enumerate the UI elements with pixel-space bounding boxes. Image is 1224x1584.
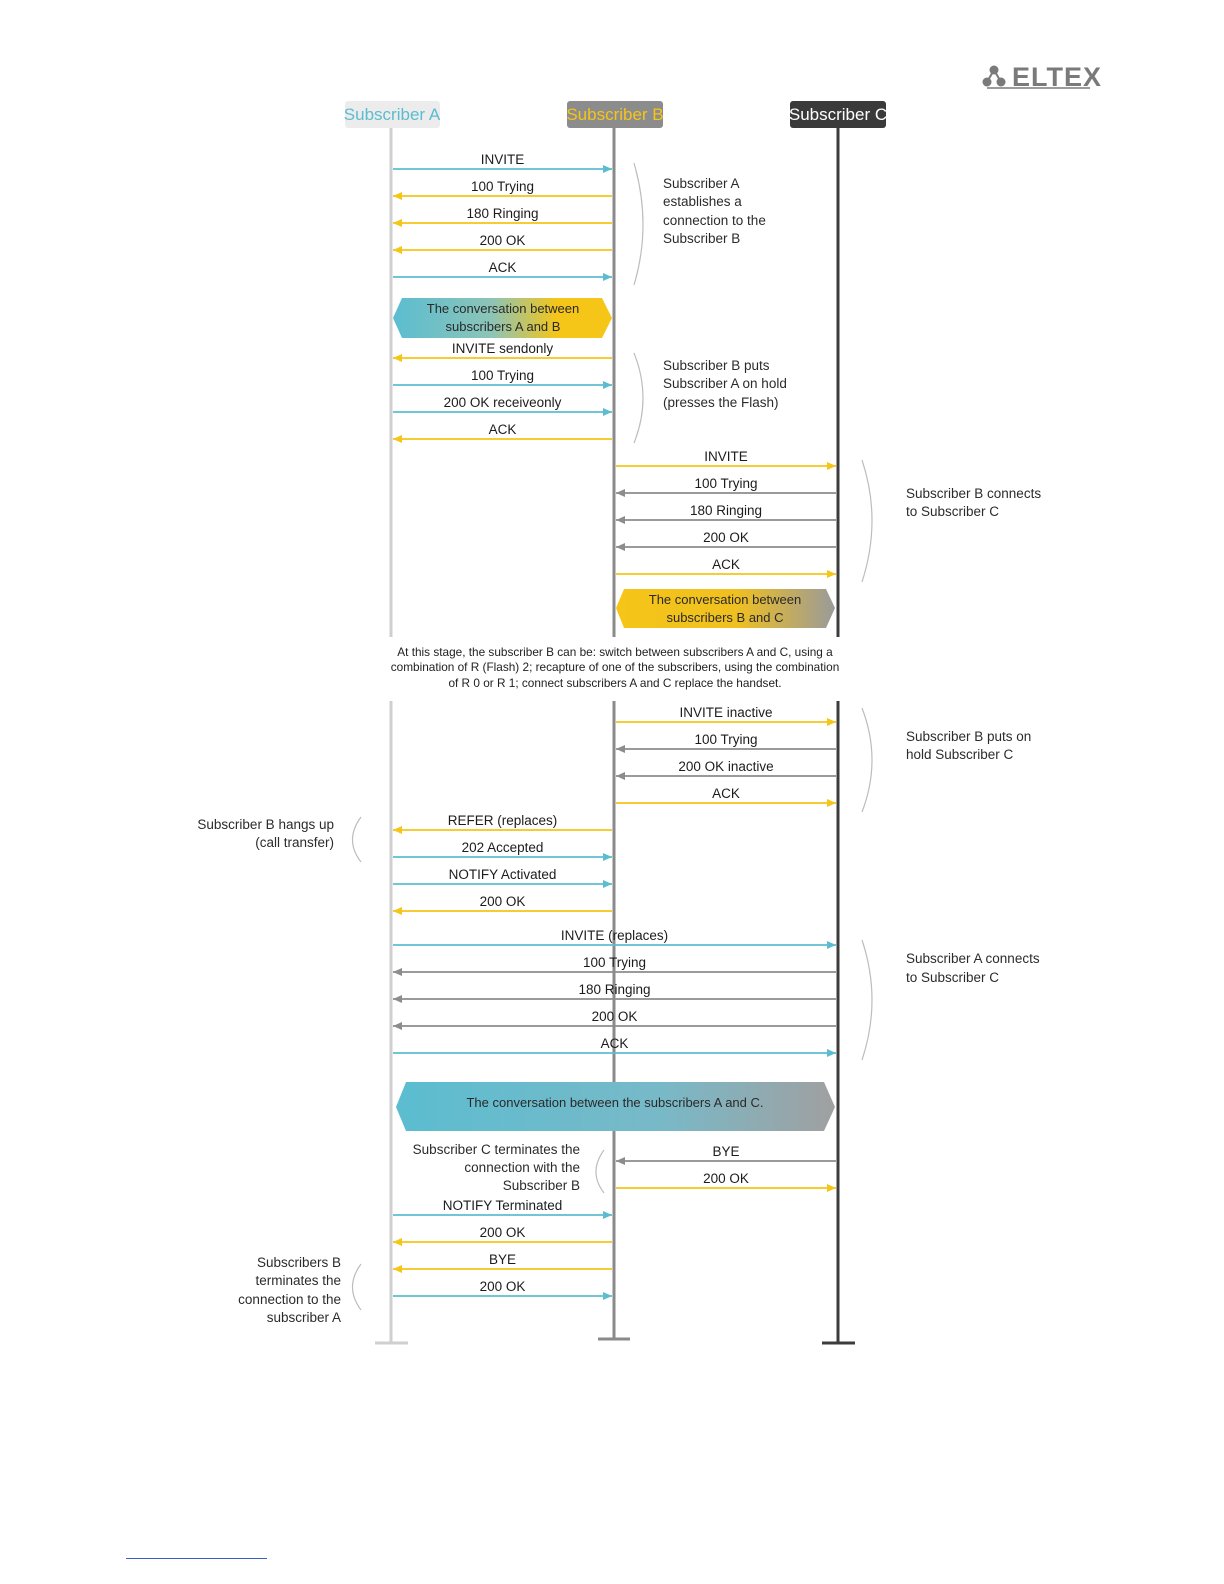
bracket-note-3 <box>862 460 872 582</box>
conversation-banner-bc <box>616 589 835 628</box>
message-31 <box>393 1225 612 1242</box>
note-7-line1: Subscriber C terminates the <box>412 1142 580 1157</box>
message-23 <box>393 928 836 945</box>
note-1-line1: Subscriber A <box>663 176 740 191</box>
conversation-banner-ab <box>393 298 612 338</box>
note-7-line2: connection with the <box>464 1160 580 1175</box>
message-label: INVITE sendonly <box>451 341 554 356</box>
message-label: NOTIFY Terminated <box>442 1198 563 1213</box>
note-8-line1: Subscribers B <box>256 1255 341 1270</box>
bracket-note-1 <box>634 163 643 285</box>
note-4-line2: hold Subscriber C <box>906 747 1014 762</box>
stage-text-line1: At this stage, the subscriber B can be: switch between subscribers A and C, using a <box>397 645 833 659</box>
message-20 <box>393 840 612 857</box>
bracket-note-8 <box>353 1264 362 1310</box>
message-label: 200 OK <box>703 530 749 545</box>
participant-header-b <box>566 101 663 128</box>
conversation-bc-line1: The conversation between <box>648 592 802 607</box>
message-label: BYE <box>712 1144 740 1159</box>
message-29 <box>616 1171 836 1188</box>
message-label: ACK <box>600 1036 629 1051</box>
message-label: 200 OK inactive <box>678 759 774 774</box>
message-12 <box>616 503 836 520</box>
bracket-note-4 <box>862 708 872 812</box>
message-1 <box>393 152 612 169</box>
eltex-logo-text: ELTEX <box>1012 62 1103 92</box>
message-13 <box>616 530 836 547</box>
message-label: 100 Trying <box>694 732 758 747</box>
message-label: BYE <box>488 1252 517 1267</box>
note-8-line2: terminates the <box>255 1273 341 1288</box>
note-6-line2: to Subscriber C <box>906 970 1000 985</box>
message-label: 100 Trying <box>470 179 535 194</box>
message-14 <box>616 557 836 574</box>
participant-b-name: Subscriber B <box>566 105 664 124</box>
message-label: 200 OK <box>479 233 526 248</box>
message-27 <box>393 1036 836 1053</box>
message-28 <box>616 1144 836 1161</box>
message-9 <box>393 422 612 439</box>
message-label: 200 OK <box>479 1279 526 1294</box>
message-4 <box>393 233 612 250</box>
message-15 <box>616 705 836 722</box>
note-1-line3: connection to the <box>663 213 766 228</box>
note-7-line3: Subscriber B <box>502 1178 580 1193</box>
message-label: NOTIFY Activated <box>448 867 557 882</box>
bracket-note-7 <box>596 1150 604 1193</box>
bracket-note-6 <box>862 940 872 1060</box>
note-5-line2: (call transfer) <box>255 835 334 850</box>
note-8 <box>238 1255 341 1325</box>
note-3-line1: Subscriber B connects <box>906 486 1042 501</box>
conversation-ab-line2: subscribers A and B <box>445 319 561 334</box>
message-label: 100 Trying <box>470 368 535 383</box>
message-30 <box>393 1198 612 1215</box>
message-22 <box>393 894 612 911</box>
message-25 <box>393 982 836 999</box>
note-2-line1: Subscriber B puts <box>663 358 770 373</box>
note-3 <box>906 486 1041 519</box>
message-24 <box>393 955 836 972</box>
message-label: INVITE <box>704 449 748 464</box>
note-4 <box>906 729 1031 762</box>
note-3-line2: to Subscriber C <box>906 504 1000 519</box>
note-8-line3: connection to the <box>238 1292 341 1307</box>
footer-line <box>126 1558 267 1559</box>
message-8 <box>393 395 612 412</box>
participant-c-name: Subscriber C <box>788 105 888 124</box>
message-label: 200 OK receiveonly <box>443 395 562 410</box>
message-2 <box>393 179 612 196</box>
message-label: 202 Accepted <box>461 840 544 855</box>
eltex-logo <box>983 62 1103 92</box>
message-label: 180 Ringing <box>689 503 763 518</box>
message-11 <box>616 476 836 493</box>
message-label: REFER (replaces) <box>447 813 558 828</box>
message-21 <box>393 867 612 884</box>
message-26 <box>393 1009 836 1026</box>
message-label: INVITE inactive <box>679 705 773 720</box>
message-label: 180 Ringing <box>466 206 539 221</box>
message-3 <box>393 206 612 223</box>
message-label: 200 OK <box>479 894 526 909</box>
message-label: 200 OK <box>479 1225 526 1240</box>
participant-header-a <box>344 101 441 128</box>
note-6-line1: Subscriber A connects <box>906 951 1040 966</box>
message-label: 200 OK <box>703 1171 749 1186</box>
message-5 <box>393 260 612 277</box>
note-1-line4: Subscriber B <box>663 231 741 246</box>
conversation-ab-line1: The conversation between <box>426 301 580 316</box>
message-16 <box>616 732 836 749</box>
stage-text-line3: of R 0 or R 1; connect subscribers A and C replace the handset. <box>448 676 782 690</box>
conversation-ac-line1: The conversation between the subscribers A and C. <box>466 1095 764 1110</box>
stage-text-line2: combination of R (Flash) 2; recapture of one of the subscribers, using the combination <box>390 660 840 674</box>
message-19 <box>393 813 612 830</box>
note-5-line1: Subscriber B hangs up <box>197 817 334 832</box>
message-17 <box>616 759 836 776</box>
message-10 <box>616 449 836 466</box>
note-4-line1: Subscriber B puts on <box>906 729 1032 744</box>
note-5 <box>197 817 334 850</box>
participant-a-name: Subscriber A <box>343 105 441 124</box>
stage-text <box>391 645 840 690</box>
message-label: 180 Ringing <box>578 982 651 997</box>
participant-header-c <box>789 101 887 128</box>
bracket-note-2 <box>634 353 643 443</box>
conversation-banner-ac <box>396 1082 835 1131</box>
message-label: ACK <box>488 260 517 275</box>
message-7 <box>393 368 612 385</box>
message-32 <box>393 1252 612 1269</box>
message-label: ACK <box>712 786 740 801</box>
note-2 <box>663 358 787 410</box>
note-1 <box>663 176 766 246</box>
message-label: ACK <box>488 422 517 437</box>
message-33 <box>393 1279 612 1296</box>
message-label: 100 Trying <box>694 476 758 491</box>
note-2-line3: (presses the Flash) <box>663 395 779 410</box>
bracket-note-5 <box>353 817 362 862</box>
message-6 <box>393 341 612 358</box>
note-6 <box>906 951 1040 985</box>
note-1-line2: establishes a <box>663 194 742 209</box>
message-18 <box>616 786 836 803</box>
note-2-line2: Subscriber A on hold <box>663 376 787 391</box>
message-label: INVITE (replaces) <box>560 928 669 943</box>
note-7 <box>413 1142 580 1193</box>
message-label: INVITE <box>480 152 525 167</box>
note-8-line4: subscriber A <box>266 1310 341 1325</box>
message-label: 100 Trying <box>582 955 647 970</box>
message-label: 200 OK <box>591 1009 638 1024</box>
conversation-bc-line2: subscribers B and C <box>666 610 784 625</box>
message-label: ACK <box>712 557 740 572</box>
